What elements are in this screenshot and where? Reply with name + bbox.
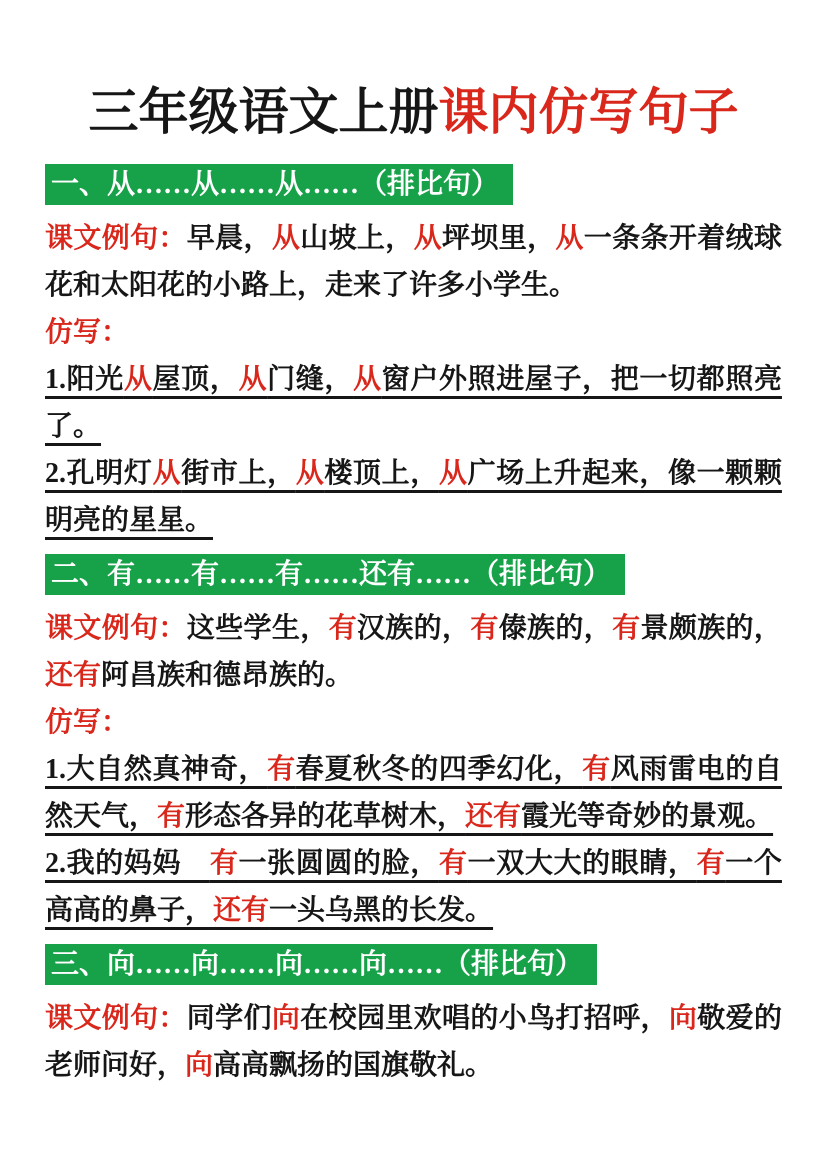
body-text: 风雨雷电的自然天气， (45, 754, 782, 832)
highlight-red-text: 还有 (465, 801, 522, 832)
section-2-imitation-2 (45, 840, 782, 934)
highlight-red-text: 从 (413, 223, 442, 254)
body-text: 1.大自然真神奇， (45, 754, 268, 785)
body-text: 屋顶， (152, 364, 239, 395)
highlight-red-text: 向 (271, 1003, 301, 1034)
highlight-red-text: 从 (353, 364, 382, 395)
highlight-red-text: 有 (438, 848, 468, 879)
body-text: 门缝， (267, 364, 354, 395)
highlight-red-text: 还有 (45, 660, 102, 691)
body-text: 一张圆圆的脸， (238, 848, 439, 879)
section-2 (45, 554, 782, 934)
body-text: 1.阳光 (45, 364, 124, 395)
section-1-imitation-label: 仿写： (45, 317, 130, 348)
body-text: 街市上， (181, 458, 296, 489)
body-text: 这些学生， (186, 613, 329, 644)
body-text: 一条条开着绒球花和太阳花的小路上，走来了许多小学生。 (45, 223, 782, 301)
body-text: 同学们 (186, 1003, 272, 1034)
section-1-imitation-2-text (45, 458, 782, 536)
page-title-red: 课内仿写句子 (438, 84, 739, 140)
highlight-red-text: 有 (470, 613, 499, 644)
highlight-red-text: 有 (267, 754, 296, 785)
body-text: 2.孔明灯 (45, 458, 153, 489)
body-text: 窗户外照进屋子，把一切都照亮了。 (45, 364, 782, 442)
body-text: 广场上升起来，像一颗颗明亮的星星。 (45, 458, 782, 536)
section-2-imitation-1 (45, 746, 782, 840)
highlight-red-text: 从 (271, 223, 301, 254)
highlight-red-text: 课文例句： (45, 1003, 187, 1034)
body-text: 楼顶上， (324, 458, 439, 489)
section-2-imitation-2-text (45, 848, 782, 926)
body-text: 景颇族的， (640, 613, 782, 644)
highlight-red-text: 有 (696, 848, 726, 879)
highlight-red-text: 从 (152, 458, 182, 489)
section-1-example (45, 215, 782, 309)
section-1-imitation-1-text (45, 364, 782, 442)
body-text: 一双大大的眼睛， (467, 848, 697, 879)
body-text: 形态各异的花草树木， (185, 801, 466, 832)
highlight-red-text: 向 (185, 1050, 214, 1081)
section-2-example (45, 605, 782, 699)
body-text: 早晨， (186, 223, 272, 254)
highlight-red-text: 从 (438, 458, 468, 489)
page-title (45, 82, 782, 142)
section-1 (45, 164, 782, 544)
body-text: 一个高高的鼻子， (45, 848, 782, 926)
highlight-red-text: 课文例句： (45, 613, 187, 644)
body-text: 傣族的， (498, 613, 613, 644)
highlight-red-text: 有 (157, 801, 186, 832)
highlight-red-text: 向 (668, 1003, 698, 1034)
section-2-banner: 二、有……有……有……还有……（排比句） (45, 554, 625, 595)
section-1-imitation-2 (45, 450, 782, 544)
section-2-imitation-1-text (45, 754, 782, 832)
section-3 (45, 944, 782, 1089)
body-text: 坪坝里， (442, 223, 556, 254)
page-title-black: 三年级语文上册 (88, 84, 439, 140)
body-text: 2.我的妈妈 (45, 848, 210, 879)
section-3-banner: 三、向……向……向……向……（排比句） (45, 944, 597, 985)
body-text: 阿昌族和德昂族的。 (101, 660, 354, 691)
body-text: 霞光等奇妙的景观。 (521, 801, 774, 832)
body-text: 山坡上， (300, 223, 414, 254)
body-text: 敬爱的老师问好， (45, 1003, 782, 1081)
body-text: 高高飘扬的国旗敬礼。 (213, 1050, 494, 1081)
section-3-example (45, 995, 782, 1089)
highlight-red-text: 有 (612, 613, 641, 644)
highlight-red-text: 从 (555, 223, 584, 254)
body-text: 在校园里欢唱的小鸟打招呼， (300, 1003, 669, 1034)
section-1-banner: 一、从……从……从……（排比句） (45, 164, 513, 205)
page-content (0, 82, 827, 1089)
section-1-imitation-1 (45, 356, 782, 450)
highlight-red-text: 有 (209, 848, 239, 879)
body-text: 汉族的， (356, 613, 471, 644)
highlight-red-text: 有 (328, 613, 357, 644)
highlight-red-text: 从 (238, 364, 268, 395)
highlight-red-text: 从 (123, 364, 153, 395)
section-2-imitation-label: 仿写： (45, 707, 130, 738)
highlight-red-text: 有 (582, 754, 611, 785)
highlight-red-text: 课文例句： (45, 223, 187, 254)
highlight-red-text: 还有 (213, 895, 270, 926)
body-text: 春夏秋冬的四季幻化， (295, 754, 583, 785)
body-text: 一头乌黑的长发。 (269, 895, 494, 926)
highlight-red-text: 从 (295, 458, 325, 489)
